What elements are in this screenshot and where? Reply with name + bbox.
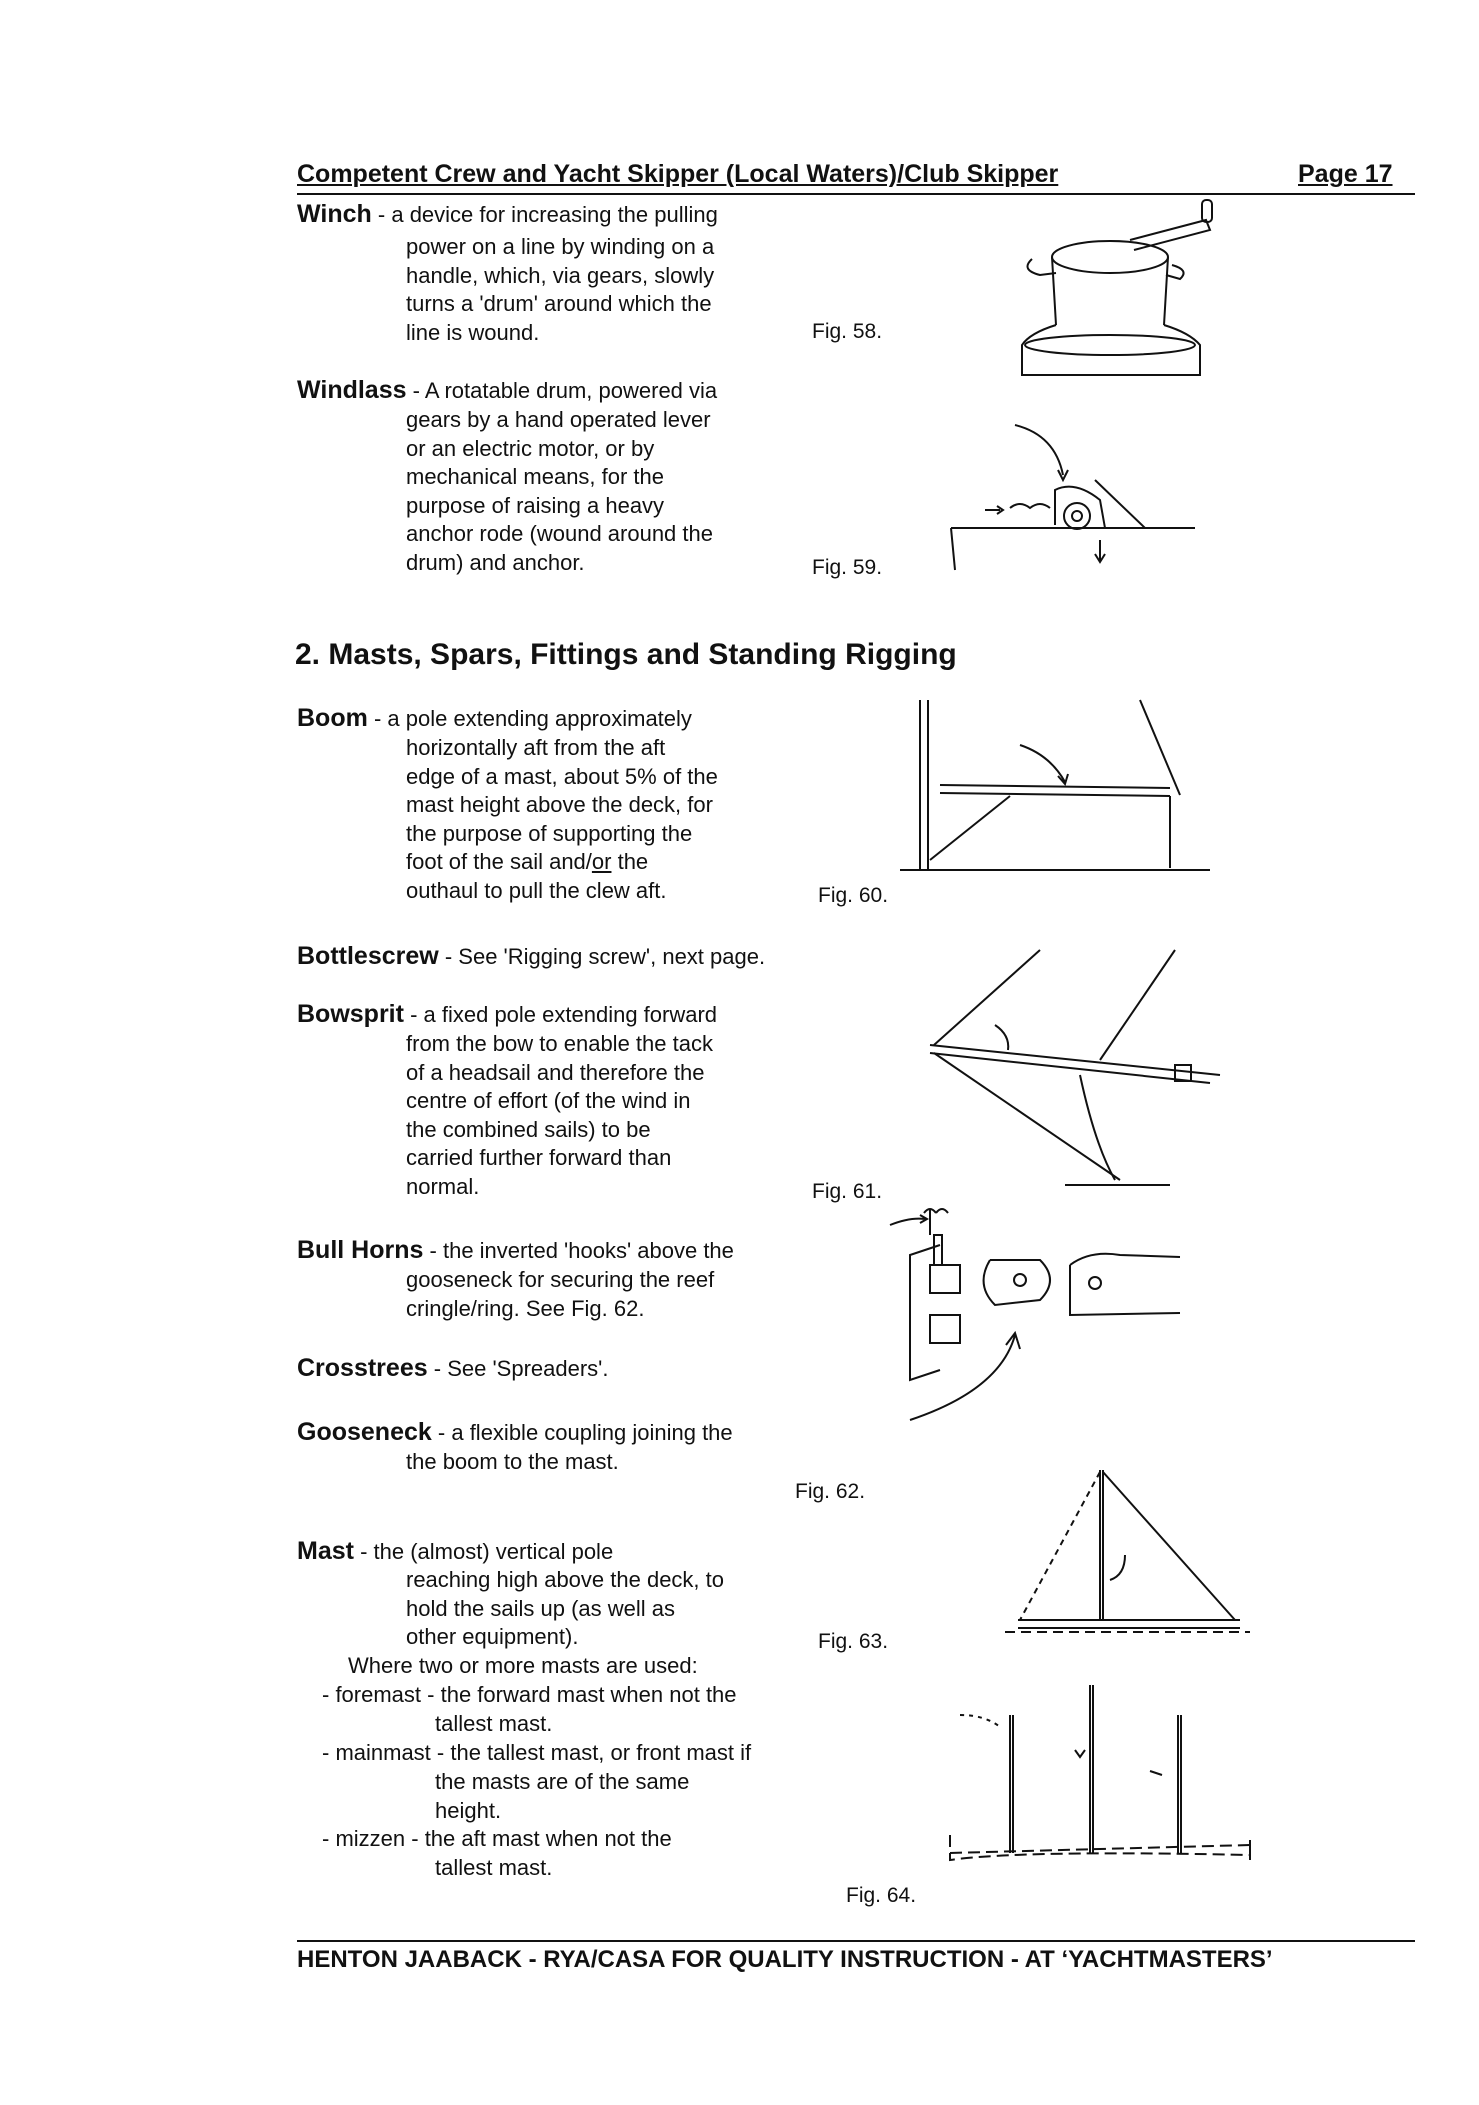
term-mast: Mast bbox=[297, 1537, 354, 1565]
fig-61-caption: Fig. 61. bbox=[812, 1180, 883, 1203]
foremast-continuation: tallest mast. bbox=[435, 1711, 553, 1736]
fig-58-caption: Fig. 58. bbox=[812, 320, 883, 343]
header-rule bbox=[297, 193, 1415, 195]
bowsprit-definition: from the bow to enable the tack of a headsail and therefore the centre of effort (of the wind in the combined sails) to be carried further forward than normal. bbox=[406, 1031, 713, 1199]
subtype-mainmast: - mainmast - the tallest mast, or front mast if bbox=[322, 1740, 752, 1765]
mast-definition: reaching high above the deck, to hold the sails up (as well as other equipment). bbox=[406, 1567, 725, 1649]
windlass-definition: gears by a hand operated lever or an electric motor, or by mechanical means, for the purpose of raising a heavy anchor rode (wound around the drum) and anchor. bbox=[406, 407, 713, 575]
term-windlass: Windlass bbox=[297, 376, 407, 404]
entry-boom: Boom - a pole extending approximately bbox=[297, 704, 692, 732]
windlass-illustration bbox=[945, 420, 1205, 580]
subtype-mizzen: - mizzen - the aft mast when not the bbox=[322, 1826, 672, 1851]
subtype-foremast: - foremast - the forward mast when not the bbox=[322, 1682, 737, 1707]
entry-winch: Winch - a device for increasing the pulling bbox=[297, 200, 718, 228]
entry-bottlescrew: Bottlescrew - See 'Rigging screw', next page. bbox=[297, 942, 766, 970]
mizzen-continuation: tallest mast. bbox=[435, 1855, 553, 1880]
fig-63-caption: Fig. 63. bbox=[818, 1630, 889, 1653]
bull-horns-definition: gooseneck for securing the reef cringle/ring. See Fig. 62. bbox=[406, 1267, 715, 1321]
page-number: Page 17 bbox=[1298, 160, 1393, 188]
mast-illustration bbox=[1000, 1470, 1260, 1640]
entry-mast: Mast - the (almost) vertical pole bbox=[297, 1537, 614, 1565]
entry-gooseneck: Gooseneck - a flexible coupling joining the bbox=[297, 1418, 733, 1446]
term-boom: Boom bbox=[297, 704, 368, 732]
fig-60-caption: Fig. 60. bbox=[818, 884, 889, 907]
section-title: 2. Masts, Spars, Fittings and Standing Rigging bbox=[295, 638, 957, 671]
term-winch: Winch bbox=[297, 200, 372, 228]
multi-mast-illustration bbox=[940, 1685, 1260, 1865]
bowsprit-illustration bbox=[920, 945, 1240, 1195]
page-footer: HENTON JAABACK - RYA/CASA FOR QUALITY INSTRUCTION - AT ‘YACHTMASTERS’ bbox=[297, 1946, 1273, 1973]
gooseneck-illustration bbox=[890, 1205, 1180, 1435]
fig-59-caption: Fig. 59. bbox=[812, 556, 883, 579]
term-gooseneck: Gooseneck bbox=[297, 1418, 432, 1446]
boom-definition: horizontally aft from the aft edge of a mast, about 5% of the mast height above the deck, for the purpose of supporting the foot of the sail and/or the outhaul to pull the clew aft. bbox=[406, 735, 718, 903]
footer-rule bbox=[297, 1940, 1415, 1942]
entry-windlass: Windlass - A rotatable drum, powered via bbox=[297, 376, 718, 404]
mast-subtypes-intro: Where two or more masts are used: bbox=[348, 1653, 698, 1678]
mainmast-continuation: the masts are of the same height. bbox=[435, 1769, 690, 1823]
entry-bowsprit: Bowsprit - a fixed pole extending forward bbox=[297, 1000, 718, 1028]
winch-definition: power on a line by winding on a handle, which, via gears, slowly turns a 'drum' around which the line is wound. bbox=[406, 234, 715, 345]
fig-62-caption: Fig. 62. bbox=[795, 1480, 866, 1503]
gooseneck-definition: the boom to the mast. bbox=[406, 1449, 619, 1474]
boom-illustration bbox=[900, 700, 1220, 880]
term-bowsprit: Bowsprit bbox=[297, 1000, 404, 1028]
entry-bull-horns: Bull Horns - the inverted 'hooks' above the bbox=[297, 1236, 734, 1264]
entry-crosstrees: Crosstrees - See 'Spreaders'. bbox=[297, 1354, 609, 1382]
fig-64-caption: Fig. 64. bbox=[846, 1884, 917, 1907]
winch-illustration bbox=[1010, 195, 1240, 395]
term-bottlescrew: Bottlescrew bbox=[297, 942, 439, 970]
running-header: Competent Crew and Yacht Skipper (Local Waters)/Club Skipper bbox=[297, 160, 1059, 188]
term-bull-horns: Bull Horns bbox=[297, 1236, 424, 1264]
term-crosstrees: Crosstrees bbox=[297, 1354, 428, 1382]
